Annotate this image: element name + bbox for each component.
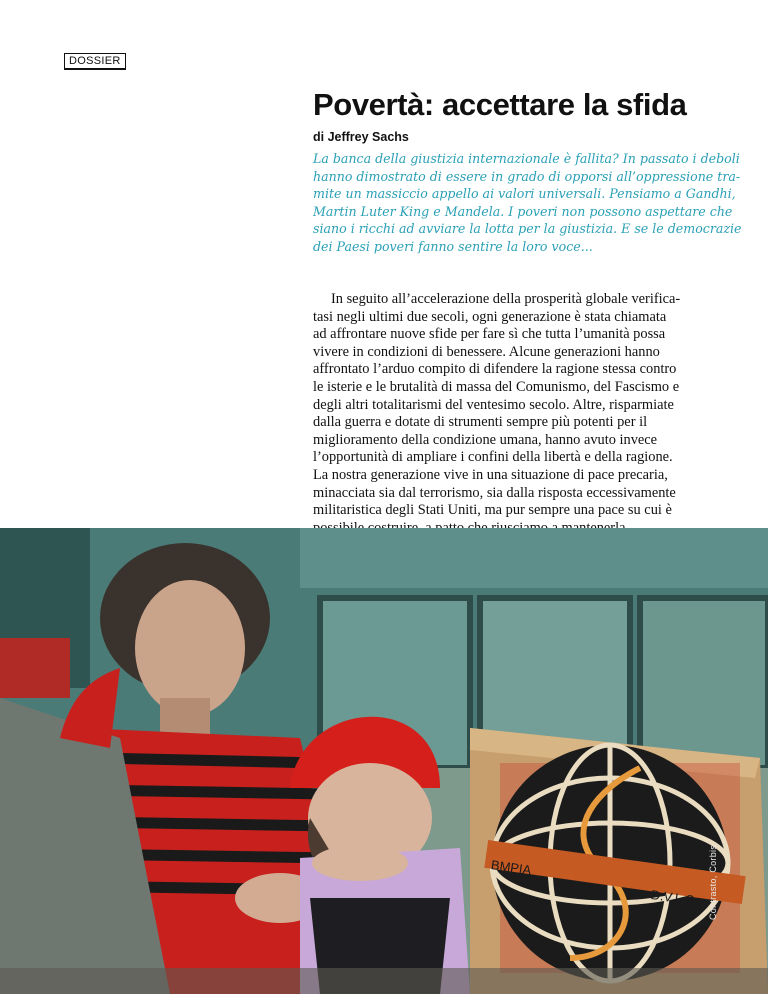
- article-title: Povertà: accettare la sfida: [313, 87, 687, 122]
- body-line: dalla guerra e dotate di strumenti sempre più potenti per il: [313, 414, 648, 431]
- lead-line: hanno dimostrato di essere in grado di opporsi all’oppressione tra-: [313, 168, 741, 184]
- body-line: minacciata sia dal terrorismo, sia dalla risposta eccessivamente: [313, 484, 676, 501]
- article-byline: di Jeffrey Sachs: [313, 130, 409, 144]
- body-line: affrontato l’arduo compito di difendere la ragione stessa contro: [313, 361, 677, 378]
- lead-line: siano i ricchi ad avviare la lotta per la giustizia. E se le democrazie: [313, 221, 742, 236]
- sign-text-left: BMPIA: [490, 857, 533, 878]
- body-line: le isterie e le brutalità di massa del Comunismo, del Fascismo e: [313, 378, 680, 395]
- body-line: militaristica degli Stati Uniti, ma pur sempre una pace su cui è: [313, 502, 672, 519]
- photo-illustration: [0, 528, 768, 994]
- lead-line: dei Paesi poveri fanno sentire la loro voce...: [313, 238, 593, 254]
- body-line: ad affrontare nuove sfide per fare sì che tutta l’umanità possa: [313, 326, 666, 343]
- article-body: [313, 291, 733, 555]
- body-line: degli altri totalitarismi del ventesimo secolo. Altre, risparmiate: [313, 396, 674, 413]
- body-line: La nostra generazione vive in una situazione di pace precaria,: [313, 466, 668, 483]
- body-line: In seguito all’accelerazione della prosperità globale verifica-: [331, 291, 681, 307]
- section-tag: DOSSIER: [64, 53, 126, 70]
- body-line: vivere in condizioni di benessere. Alcune generazioni hanno: [313, 343, 660, 360]
- lead-line: La banca della giustizia internazionale è fallita? In passato i deboli: [313, 151, 740, 166]
- article-photo: [0, 528, 768, 994]
- article-lead: [313, 150, 742, 255]
- sign-text-right: D.V.I. S: [649, 886, 696, 908]
- lead-line: Martin Luter King e Mandela. I poveri non possono aspettare che: [313, 203, 733, 219]
- lead-line: mite un massiccio appello ai valori universali. Pensiamo a Gandhi,: [313, 186, 736, 201]
- body-line: miglioramento della condizione umana, hanno avuto invece: [313, 431, 658, 448]
- body-line: tasi negli ultimi due secoli, ogni generazione è stata chiamata: [313, 308, 667, 325]
- body-line: l’opportunità di ampliare i confini della libertà e della ragione.: [313, 449, 673, 466]
- photo-credit: Contrasto, Corbis: [708, 844, 718, 920]
